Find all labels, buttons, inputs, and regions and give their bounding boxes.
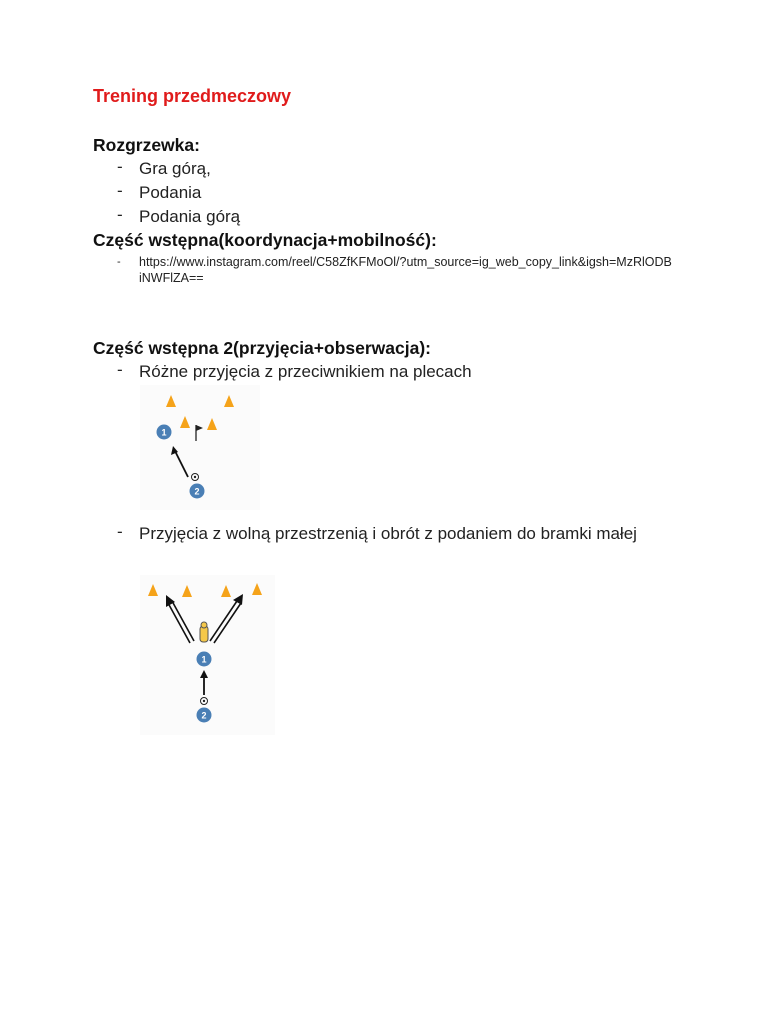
bullet-dash: - — [117, 522, 123, 541]
drill-diagram-1 — [140, 385, 260, 510]
document-title: Trening przedmeczowy — [93, 86, 292, 106]
list-item-text: Gra górą, — [139, 159, 211, 178]
list-item-text: Podania górą — [139, 207, 241, 226]
bullet-dash: - — [117, 157, 123, 176]
link-item — [117, 254, 697, 286]
bullet-dash: - — [117, 256, 121, 268]
player-number: 1 — [201, 654, 207, 665]
player-number: 2 — [194, 486, 200, 497]
list-item-text: Różne przyjęcia z przeciwnikiem na plecach — [139, 362, 472, 381]
list-item-text: Przyjęcia z wolną przestrzenią i obrót z podaniem do bramki małej — [139, 524, 637, 543]
list-item-text: Podania — [139, 183, 202, 202]
ball-icon — [192, 474, 199, 481]
bullet-dash: - — [117, 205, 123, 224]
player-2-icon — [190, 484, 205, 499]
mannequin-icon — [200, 622, 208, 642]
section-heading-receiving: Część wstępna 2(przyjęcia+obserwacja): — [93, 338, 431, 358]
list-item — [117, 181, 637, 205]
player-number: 2 — [201, 710, 207, 721]
section-heading-coordination: Część wstępna(koordynacja+mobilność): — [93, 230, 437, 250]
player-2-icon — [197, 708, 212, 723]
list-item — [117, 360, 637, 384]
player-1-icon — [157, 425, 172, 440]
bullet-dash: - — [117, 360, 123, 379]
player-1-icon — [197, 652, 212, 667]
list-item — [117, 522, 637, 546]
list-item — [117, 157, 637, 181]
section-heading-warmup: Rozgrzewka: — [93, 135, 200, 155]
bullet-dash: - — [117, 181, 123, 200]
instagram-link[interactable]: https://www.instagram.com/reel/C58ZfKFMoOl/?utm_source=ig_web_copy_link&igsh=MzRlODBiNWFlZA== — [139, 255, 672, 285]
list-item — [117, 205, 637, 229]
drill-diagram-2 — [140, 575, 275, 735]
ball-icon — [201, 698, 208, 705]
player-number: 1 — [161, 427, 167, 438]
